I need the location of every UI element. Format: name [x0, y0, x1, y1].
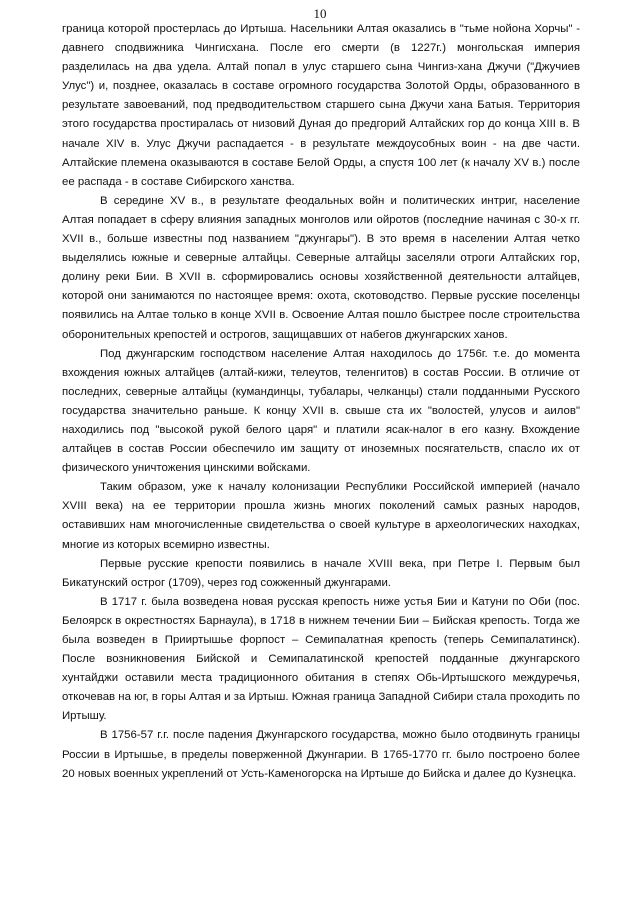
paragraph: В середине XV в., в результате феодальных войн и политических интриг, население Алтая попадает в сферу влияния западных монголов или ойротов (последние начиная с 30-х гг. XVII в., больше известны под названием "джунгары"). В это время в населении Алтая четко выделялись южные и северные алтайцы. Северные алтайцы заселяли отроги Алтайских гор, долину реки Бии. В XVII в. сформировались основы хозяйственной деятельности алтайцев, которой они занимаются по настоящее время: охота, скотоводство. Первые русские поселенцы появились на Алтае только в конце XVII в. Освоение Алтая пошло быстрее после строительства оборонительных крепостей и острогов, защищавших от набегов джунгарских ханов. — [62, 194, 580, 341]
body-text — [62, 20, 580, 784]
paragraph: Под джунгарским господством население Алтая находилось до 1756г. т.е. до момента вхождения южных алтайцев (алтай-кижи, телеутов, теленгитов) в состав России. В отличие от последних, северные алтайцы (кумандинцы, тубалары, челканцы) стали подданными Русского государства значительно раньше. К концу XVII в. свыше ста их "волостей, улусов и аилов" находились под "высокой рукой белого царя" и платили ясак-налог в его казну. Вхождение алтайцев в состав России обеспечило им защиту от иноземных посягательств, спасло их от физического уничтожения цинскими войсками. — [62, 347, 580, 475]
paragraph: граница которой простерлась до Иртыша. Насельники Алтая оказались в "тьме нойона Хорчы" - давнего сподвижника Чингисхана. После его смерти (в 1227г.) монгольская империя разделилась на два удела. Алтай попал в улус старшего сына Чингиз-хана Джучи ("Джучиев Улус") и, позднее, оказалась в составе огромного государства Золотой Орды, образованного в результате завоеваний, под предводительством старшего сына Джучи хана Батыя. Территория этого государства простиралась от низовий Дуная до предгорий Алтайских гор до конца XIII в. В начале XIV в. Улус Джучи распадается - в результате междоусобных воин - на две части. Алтайские племена оказываются в составе Белой Орды, а спустя 100 лет (к началу XV в.) после ее распада - в составе Сибирского ханства. — [62, 23, 580, 188]
paragraph: Таким образом, уже к началу колонизации Республики Российской империей (начало XVIII века) на ее территории прошла жизнь многих поколений самых разных народов, оставивших нам многочисленные свидетельства о своей культуре в археологических находках, многие из которых всемирно известны. — [62, 481, 580, 551]
paragraph: В 1717 г. была возведена новая русская крепость ниже устья Бии и Катуни по Оби (пос. Белоярск в окрестностях Барнаула), в 1718 в нижнем течении Бии – Бийская крепость. Тогда же была возведен в Прииртышье форпост – Семипалатная крепость (теперь Семипалатинск). После возникновения Бийской и Семипалатинской крепостей подданные джунгарского хунтайджи оставили места традиционного обитания в степях Обь-Иртышского междуречья, откочевав на юг, в горы Алтая и за Иртыш. Южная граница Западной Сибири стала проходить по Иртышу. — [62, 595, 580, 723]
page-number: 10 — [313, 6, 327, 21]
paragraph: В 1756-57 г.г. после падения Джунгарского государства, можно было отодвинуть границы России в Иртышье, в пределы поверженной Джунгарии. В 1765-1770 гг. было построено более 20 новых военных укреплений от Усть-Каменогорска на Иртыше до Бийска и далее до Кузнецка. — [62, 729, 580, 780]
paragraph: Первые русские крепости появились в начале XVIII века, при Петре I. Первым был Бикатунский острог (1709), через год сожженный джунгарами. — [62, 557, 580, 589]
